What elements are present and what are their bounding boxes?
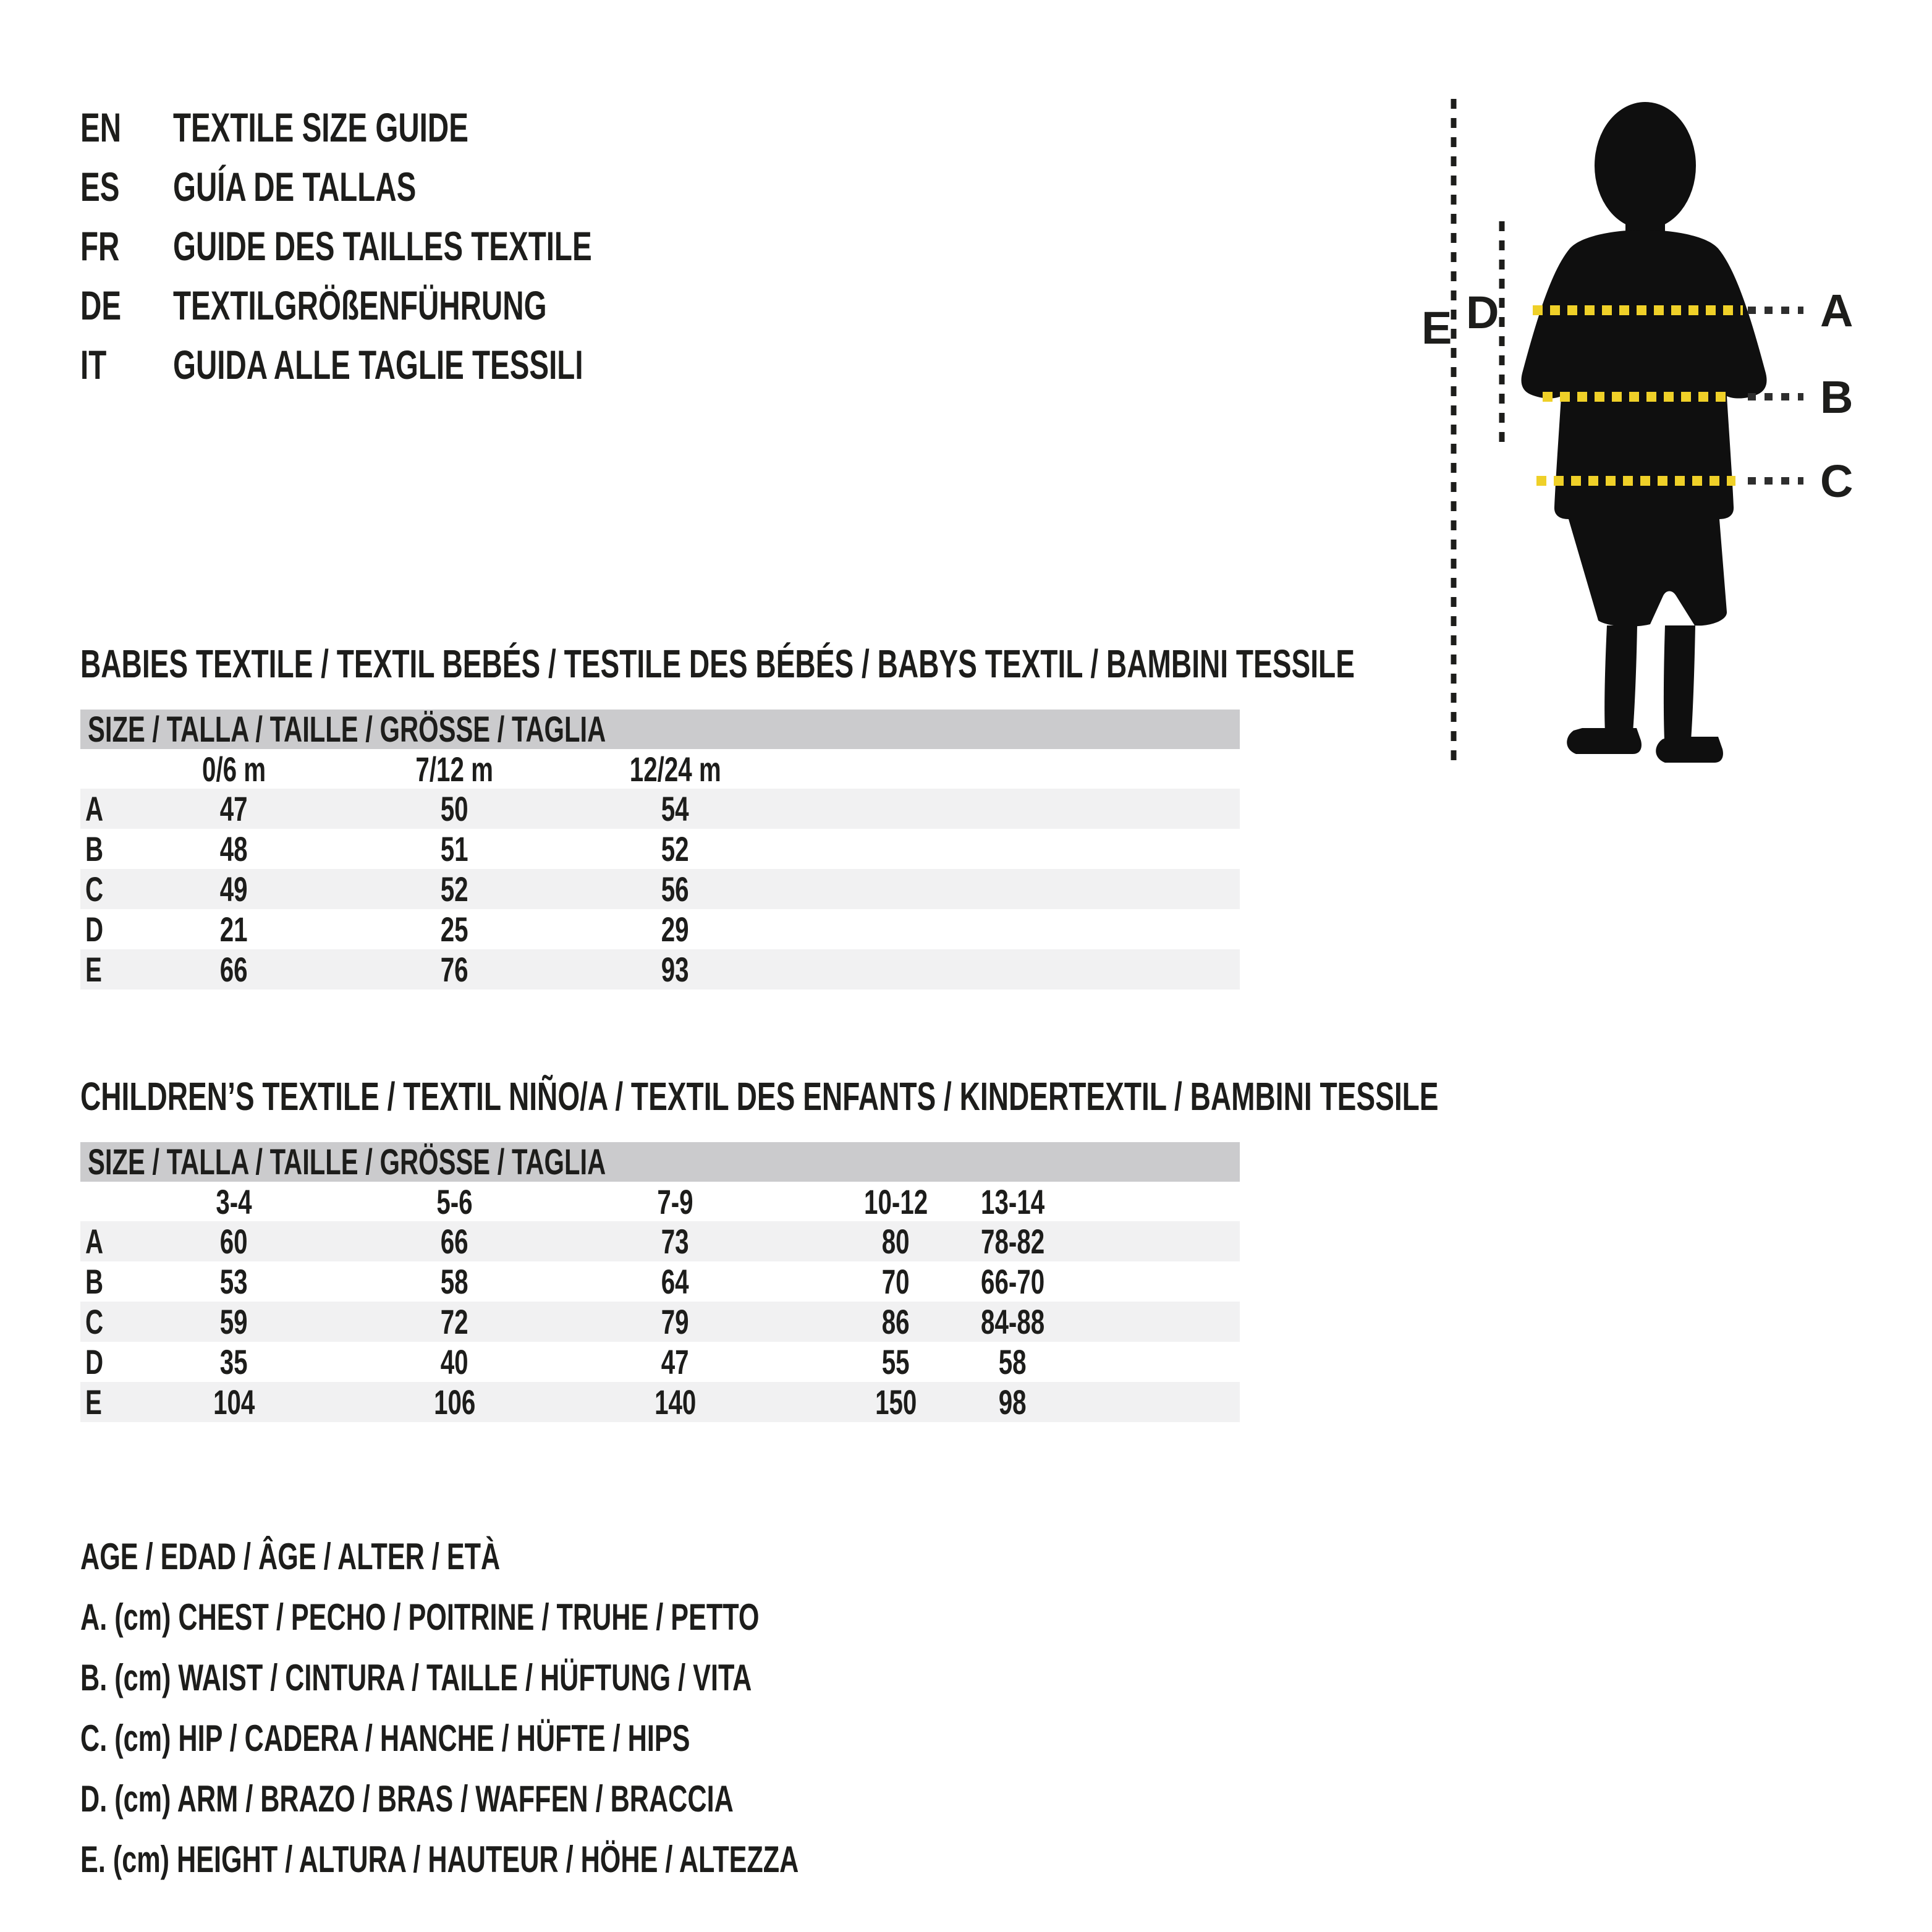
column-header: 13-14	[980, 1182, 1045, 1221]
table-row	[80, 829, 1240, 869]
cell-value: 66	[220, 950, 248, 989]
spacer	[786, 749, 1240, 789]
measure-label-a: A	[1820, 285, 1854, 336]
cell-value: 25	[441, 910, 468, 949]
cell-value: 54	[661, 789, 689, 828]
cell-value: 150	[875, 1383, 917, 1421]
table-row	[80, 909, 1240, 949]
children-column-header-row	[80, 1182, 1240, 1221]
cell-value: 50	[441, 789, 468, 828]
cell-value: 84-88	[980, 1302, 1045, 1341]
babies-table-header-bar: SIZE / TALLA / TAILLE / GRÖSSE / TAGLIA	[80, 710, 1240, 749]
cell-value: 47	[220, 789, 248, 828]
table-row	[80, 1261, 1240, 1302]
legend-item: D. (cm) ARM / BRAZO / BRAS / WAFFEN / BRACCIA	[80, 1778, 734, 1820]
measure-label-e: E	[1421, 302, 1452, 354]
cell-value: 48	[220, 829, 248, 868]
language-title: GUIDE DES TAILLES TEXTILE	[173, 223, 592, 269]
column-header: 7/12 m	[415, 750, 494, 789]
row-label: D	[85, 910, 104, 949]
cell-value: 52	[661, 829, 689, 868]
cell-value: 60	[220, 1222, 248, 1261]
child-shoe-right	[1656, 737, 1723, 763]
spacer	[786, 789, 1240, 829]
cell-value: 104	[213, 1383, 255, 1421]
cell-value: 93	[661, 950, 689, 989]
row-label: A	[85, 789, 104, 828]
table-row	[80, 1221, 1240, 1261]
cell-value: 29	[661, 910, 689, 949]
cell-value: 35	[220, 1342, 248, 1381]
cell-value: 140	[654, 1383, 697, 1421]
language-code: IT	[80, 342, 107, 388]
language-row	[80, 276, 755, 335]
row-label: B	[85, 829, 104, 868]
cell-value: 64	[661, 1262, 689, 1301]
column-header: 7-9	[657, 1182, 693, 1221]
cell-value: 52	[441, 870, 468, 909]
cell-value: 55	[882, 1342, 910, 1381]
cell-value: 106	[433, 1383, 476, 1421]
table-row	[80, 949, 1240, 989]
legend-item: B. (cm) WAIST / CINTURA / TAILLE / HÜFTUNG / VITA	[80, 1657, 752, 1698]
child-shorts	[1569, 519, 1727, 627]
cell-value: 73	[661, 1222, 689, 1261]
language-code: DE	[80, 282, 122, 328]
children-section-title: CHILDREN’S TEXTILE / TEXTIL NIÑO/A / TEXTIL DES ENFANTS / KINDERTEXTIL / BAMBINI TESSILE	[80, 1074, 1439, 1119]
column-header: 3-4	[216, 1182, 252, 1221]
legend-item: C. (cm) HIP / CADERA / HANCHE / HÜFTE / HIPS	[80, 1718, 690, 1759]
measurement-legend	[80, 1535, 1078, 1881]
legend-item: E. (cm) HEIGHT / ALTURA / HAUTEUR / HÖHE / ALTEZZA	[80, 1839, 799, 1880]
table-row	[80, 1342, 1240, 1382]
language-list	[80, 98, 755, 394]
spacer	[786, 829, 1240, 869]
cell-value: 98	[999, 1383, 1027, 1421]
language-title: TEXTILE SIZE GUIDE	[173, 104, 468, 150]
language-title: GUIDA ALLE TAGLIE TESSILI	[173, 342, 583, 388]
language-code: ES	[80, 164, 120, 210]
language-row	[80, 335, 755, 394]
row-label: E	[85, 950, 102, 989]
child-head	[1595, 102, 1696, 229]
cell-value: 72	[441, 1302, 468, 1341]
babies-table	[80, 789, 1240, 989]
cell-value: 78-82	[980, 1222, 1045, 1261]
cell-value: 59	[220, 1302, 248, 1341]
row-label: E	[85, 1383, 102, 1421]
measure-label-d: D	[1466, 287, 1499, 338]
measure-label-b: B	[1820, 371, 1854, 423]
measure-label-c: C	[1820, 455, 1854, 507]
column-header: 10-12	[863, 1182, 928, 1221]
spacer	[80, 1182, 124, 1222]
babies-section-title: BABIES TEXTILE / TEXTIL BEBÉS / TESTILE DES BÉBÉS / BABYS TEXTIL / BAMBINI TESSILE	[80, 642, 1355, 686]
cell-value: 47	[661, 1342, 689, 1381]
column-header: 12/24 m	[629, 750, 721, 789]
language-row	[80, 216, 755, 276]
spacer	[80, 749, 124, 789]
table-row	[80, 1382, 1240, 1422]
column-header: 5-6	[436, 1182, 473, 1221]
row-label: B	[85, 1262, 104, 1301]
children-table	[80, 1221, 1240, 1422]
legend-item: A. (cm) CHEST / PECHO / POITRINE / TRUHE / PETTO	[80, 1596, 760, 1638]
child-shirt	[1521, 230, 1766, 519]
language-code: FR	[80, 223, 120, 269]
language-row	[80, 98, 755, 157]
table-row	[80, 1302, 1240, 1342]
cell-value: 76	[441, 950, 468, 989]
cell-value: 70	[882, 1262, 910, 1301]
cell-value: 40	[441, 1342, 468, 1381]
cell-value: 79	[661, 1302, 689, 1341]
language-title: TEXTILGRÖßENFÜHRUNG	[173, 282, 547, 328]
row-label: D	[85, 1342, 104, 1381]
child-shoe-left	[1567, 728, 1642, 754]
cell-value: 21	[220, 910, 248, 949]
language-row	[80, 157, 755, 216]
cell-value: 53	[220, 1262, 248, 1301]
column-header: 0/6 m	[201, 750, 266, 789]
cell-value: 80	[882, 1222, 910, 1261]
cell-value: 86	[882, 1302, 910, 1341]
legend-age: AGE / EDAD / ÂGE / ALTER / ETÀ	[80, 1536, 501, 1577]
cell-value: 56	[661, 870, 689, 909]
language-title: GUÍA DE TALLAS	[173, 164, 417, 210]
spacer	[786, 869, 1240, 909]
spacer	[786, 909, 1240, 949]
cell-value: 51	[441, 829, 468, 868]
cell-value: 58	[999, 1342, 1027, 1381]
cell-value: 49	[220, 870, 248, 909]
row-label: A	[85, 1222, 104, 1261]
cell-value: 66	[441, 1222, 468, 1261]
row-label: C	[85, 870, 104, 909]
row-label: C	[85, 1302, 104, 1341]
spacer	[786, 949, 1240, 989]
cell-value: 58	[441, 1262, 468, 1301]
table-row	[80, 789, 1240, 829]
language-code: EN	[80, 104, 122, 150]
table-row	[80, 869, 1240, 909]
babies-column-header-row	[80, 749, 1240, 789]
cell-value: 66-70	[980, 1262, 1045, 1301]
children-table-header-bar: SIZE / TALLA / TAILLE / GRÖSSE / TAGLIA	[80, 1142, 1240, 1182]
